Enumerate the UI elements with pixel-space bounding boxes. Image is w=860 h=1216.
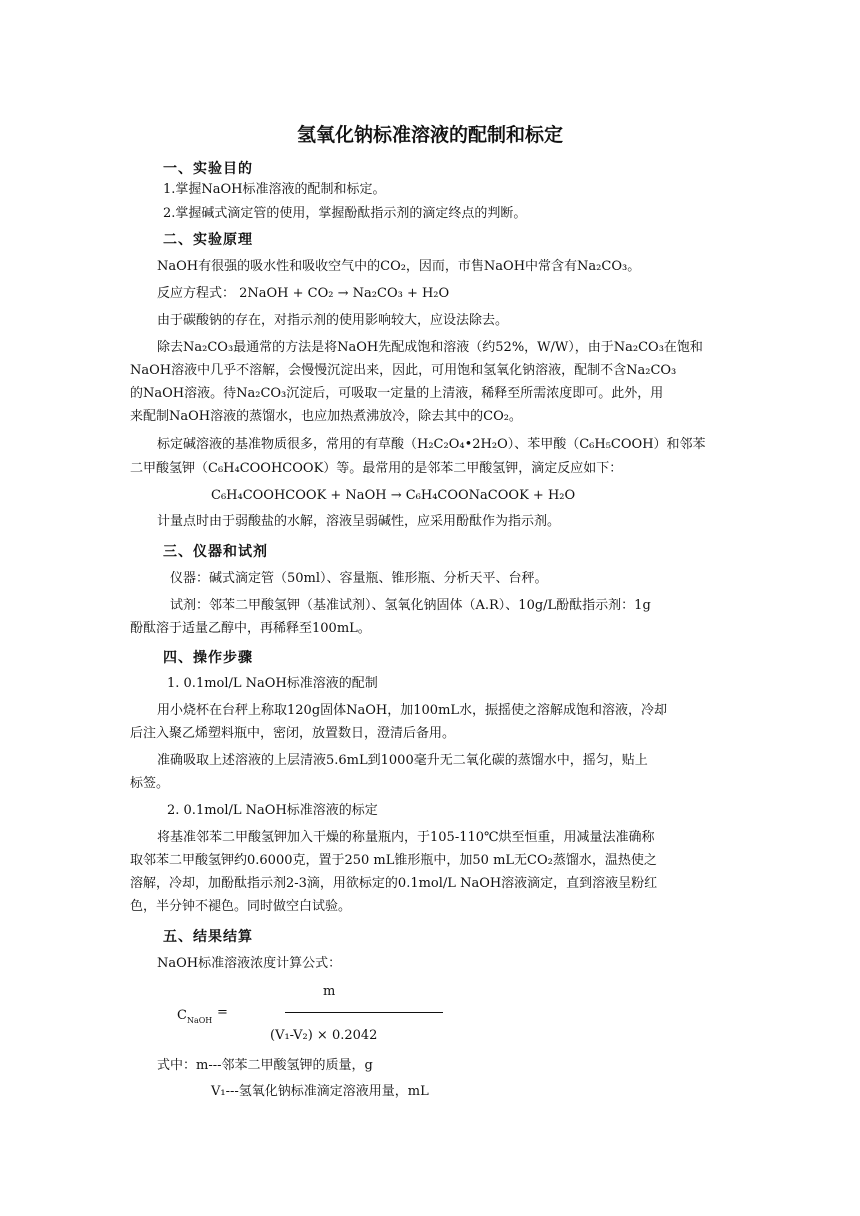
principle-line-last: 计量点时由于弱酸盐的水解，溶液呈弱碱性，应采用酚酞作为指示剂。	[157, 514, 561, 529]
procedure-step-1-line-3: 准确吸取上述溶液的上层清液5.6mL到1000毫升无二氧化碳的蒸馏水中，摇匀，贴上	[157, 753, 648, 768]
principle-para-line-4: 来配制NaOH溶液的蒸馏水，也应加热煮沸放冷，除去其中的CO₂。	[130, 409, 522, 424]
reaction-equation-1: 反应方程式： 2NaOH + CO₂ → Na₂CO₃ + H₂O	[157, 286, 450, 301]
formula-lhs	[177, 1004, 212, 1023]
standard-substance-line-2: 二甲酸氢钾（C₆H₄COOHCOOK）等。最常用的是邻苯二甲酸氢钾，滴定反应如下：	[130, 461, 623, 476]
formula-numerator: m	[323, 984, 336, 999]
procedure-step-1-line-2: 后注入聚乙烯塑料瓶中，密闭，放置数日，澄清后备用。	[130, 726, 456, 741]
formula-note-m: 式中：m---邻苯二甲酸氢钾的质量，g	[157, 1058, 373, 1073]
section-heading-equipment: 三、仪器和试剂	[163, 544, 268, 560]
standard-substance-line-1: 标定碱溶液的基准物质很多，常用的有草酸（H₂C₂O₄•2H₂O）、苯甲酸（C₆H₅COOH）和邻苯	[157, 437, 706, 452]
section-heading-results: 五、结果结算	[163, 929, 253, 945]
section-heading-principle: 二、实验原理	[163, 232, 253, 248]
procedure-step-1-line-4: 标签。	[130, 776, 170, 791]
reaction-equation-2: C₆H₄COOHCOOK + NaOH → C₆H₄COONaCOOK + H₂O	[211, 488, 576, 503]
reagent-line-1: 试剂：邻苯二甲酸氢钾（基准试剂）、氢氧化钠固体（A.R）、10g/L酚酞指示剂：1g	[170, 598, 651, 613]
formula-fraction-bar	[285, 1012, 443, 1013]
formula-intro: NaOH标准溶液浓度计算公式：	[157, 956, 342, 971]
principle-para-line-1: 除去Na₂CO₃最通常的方法是将NaOH先配成饱和溶液（约52%，W/W），由于Na₂CO₃在饱和	[157, 340, 703, 355]
principle-para-line-3: 的NaOH溶液。待Na₂CO₃沉淀后，可吸取一定量的上清液，稀释至所需浓度即可。此外，用	[130, 386, 664, 401]
procedure-step-2-line-3: 溶解，冷却，加酚酞指示剂2-3滴，用欲标定的0.1mol/L NaOH溶液滴定，直到溶液呈粉红	[130, 876, 658, 891]
principle-para-line-2: NaOH溶液中几乎不溶解，会慢慢沉淀出来，因此，可用饱和氢氧化钠溶液，配制不含Na₂CO₃	[130, 363, 677, 378]
objective-item-1: 1.掌握NaOH标准溶液的配制和标定。	[163, 182, 386, 197]
formula-c-symbol: C	[177, 1008, 187, 1023]
reagent-line-2: 酚酞溶于适量乙醇中，再稀释至100mL。	[130, 621, 371, 636]
section-heading-procedure: 四、操作步骤	[163, 650, 253, 666]
formula-note-v1: V₁---氢氧化钠标准滴定溶液用量，mL	[211, 1084, 429, 1099]
formula-c-subscript: NaOH	[186, 1016, 213, 1025]
procedure-step-1-line-1: 用小烧杯在台秤上称取120g固体NaOH，加100mL水，振摇使之溶解成饱和溶液，冷却	[157, 703, 668, 718]
procedure-step-1-title: 1. 0.1mol/L NaOH标准溶液的配制	[167, 676, 378, 691]
principle-line-1: NaOH有很强的吸水性和吸收空气中的CO₂，因而，市售NaOH中常含有Na₂CO₃。	[157, 259, 641, 274]
principle-line-2: 由于碳酸钠的存在，对指示剂的使用影响较大，应设法除去。	[157, 313, 509, 328]
procedure-step-2-line-2: 取邻苯二甲酸氢钾约0.6000克，置于250 mL锥形瓶中，加50 mL无CO₂蒸馏水，温热使之	[130, 853, 657, 868]
procedure-step-2-line-4: 色，半分钟不褪色。同时做空白试验。	[130, 899, 352, 914]
objective-item-2: 2.掌握碱式滴定管的使用，掌握酚酞指示剂的滴定终点的判断。	[163, 206, 527, 221]
procedure-step-2-title: 2. 0.1mol/L NaOH标准溶液的标定	[167, 803, 378, 818]
equipment-line: 仪器：碱式滴定管（50ml）、容量瓶、锥形瓶、分析天平、台秤。	[170, 571, 548, 586]
procedure-step-2-line-1: 将基准邻苯二甲酸氢钾加入干燥的称量瓶内，于105-110℃烘至恒重，用减量法准确称	[157, 830, 655, 845]
formula-denominator: (V₁-V₂) × 0.2042	[270, 1028, 378, 1043]
formula-equals: =	[217, 1005, 228, 1020]
section-heading-objectives: 一、实验目的	[163, 161, 253, 177]
document-title: 氢氧化钠标准溶液的配制和标定	[296, 124, 563, 146]
